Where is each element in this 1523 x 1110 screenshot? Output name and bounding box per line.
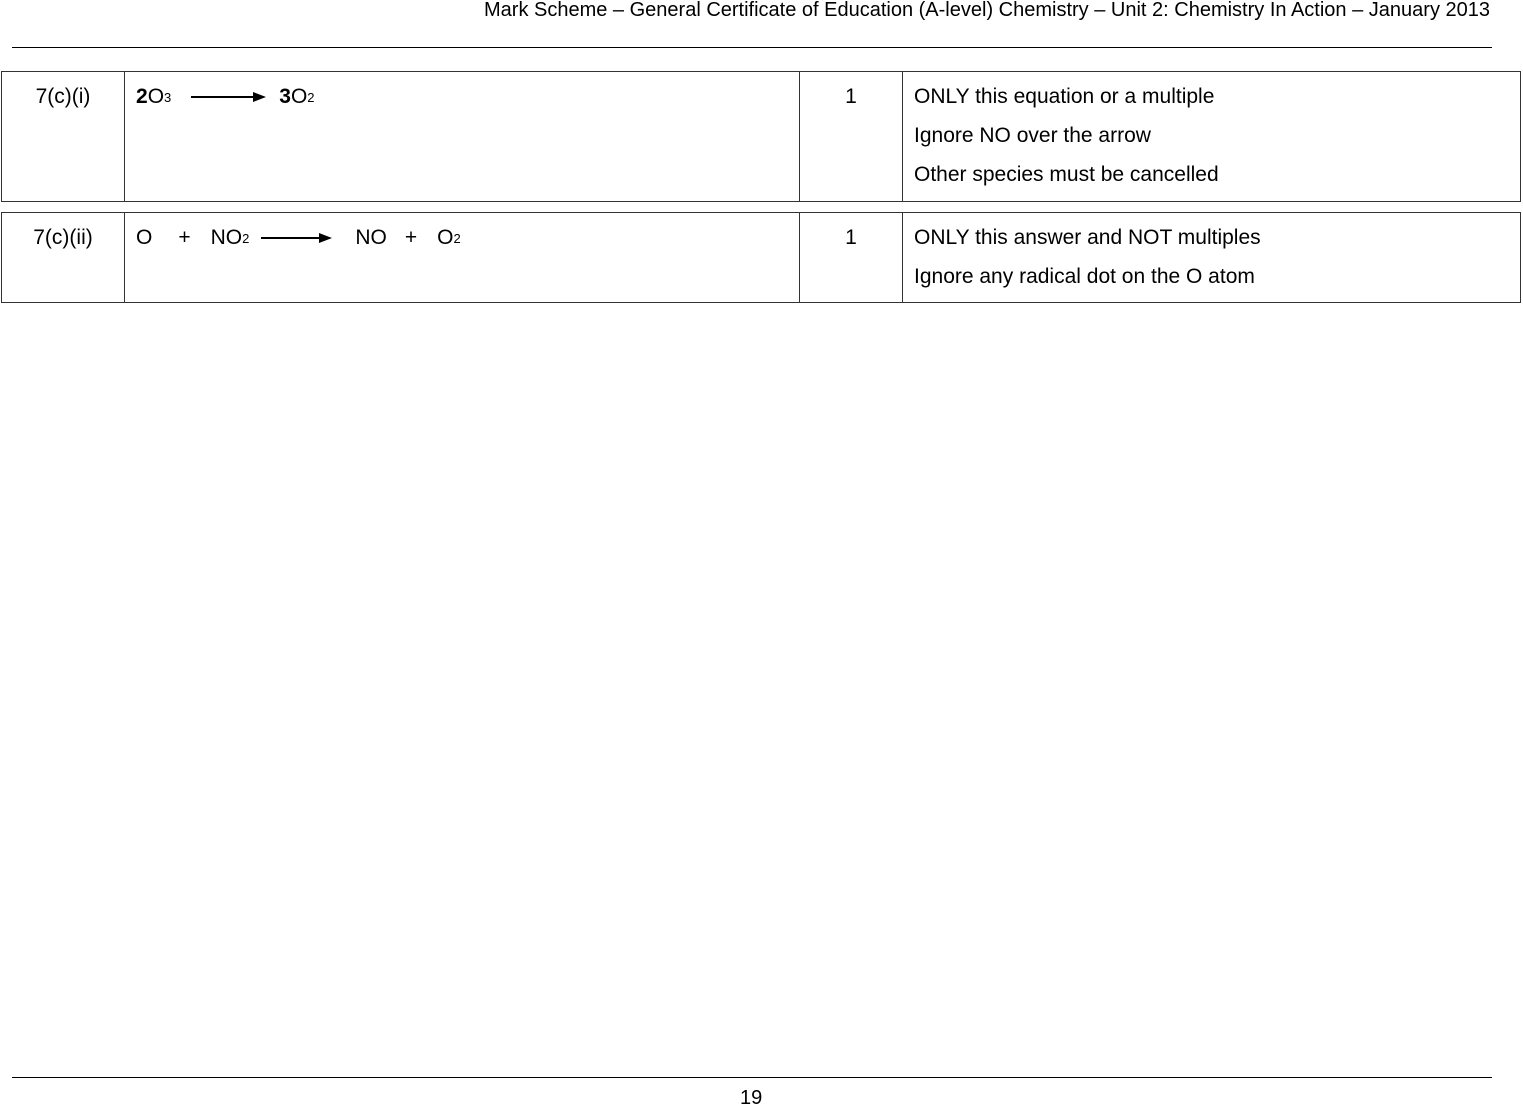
comments-cell (903, 72, 1520, 201)
mark-value: 1 (800, 213, 903, 302)
reactant: O (136, 226, 153, 249)
reaction-arrow-icon (261, 232, 333, 244)
comment-line: Ignore NO over the arrow (914, 124, 1151, 147)
subscript: 2 (453, 230, 461, 246)
question-number: 7(c)(i) (2, 72, 125, 201)
plus-sign: + (178, 226, 191, 249)
coefficient: 2 (136, 85, 148, 108)
subscript: 2 (242, 230, 250, 246)
product: O (437, 226, 454, 249)
answer-cell (125, 72, 800, 201)
answer-cell (125, 213, 800, 302)
product: NO (355, 226, 387, 249)
mark-value: 1 (800, 72, 903, 201)
comment-line: ONLY this answer and NOT multiples (914, 226, 1261, 249)
equation (136, 85, 799, 109)
subscript: 3 (164, 89, 172, 105)
comment-line: ONLY this equation or a multiple (914, 85, 1215, 108)
species: O (147, 85, 165, 108)
plus-sign: + (404, 226, 418, 249)
page-number: 19 (740, 1087, 763, 1109)
mark-scheme-row (1, 71, 1521, 202)
species: O (290, 85, 308, 108)
comments-cell (903, 213, 1520, 302)
mark-scheme-row (1, 212, 1521, 303)
comment-line: Ignore any radical dot on the O atom (914, 265, 1255, 288)
comment-line: Other species must be cancelled (914, 163, 1219, 186)
reactant: NO (210, 226, 243, 249)
reaction-arrow-icon (191, 91, 267, 103)
document-header-title: Mark Scheme – General Certificate of Education (A-level) Chemistry – Unit 2: Chemistry In Action – January 2013 (484, 0, 1490, 21)
subscript: 2 (307, 89, 315, 105)
footer-rule (12, 1077, 1492, 1078)
question-number: 7(c)(ii) (2, 213, 125, 302)
coefficient: 3 (279, 85, 291, 108)
equation (136, 226, 799, 250)
header-rule (12, 47, 1492, 48)
